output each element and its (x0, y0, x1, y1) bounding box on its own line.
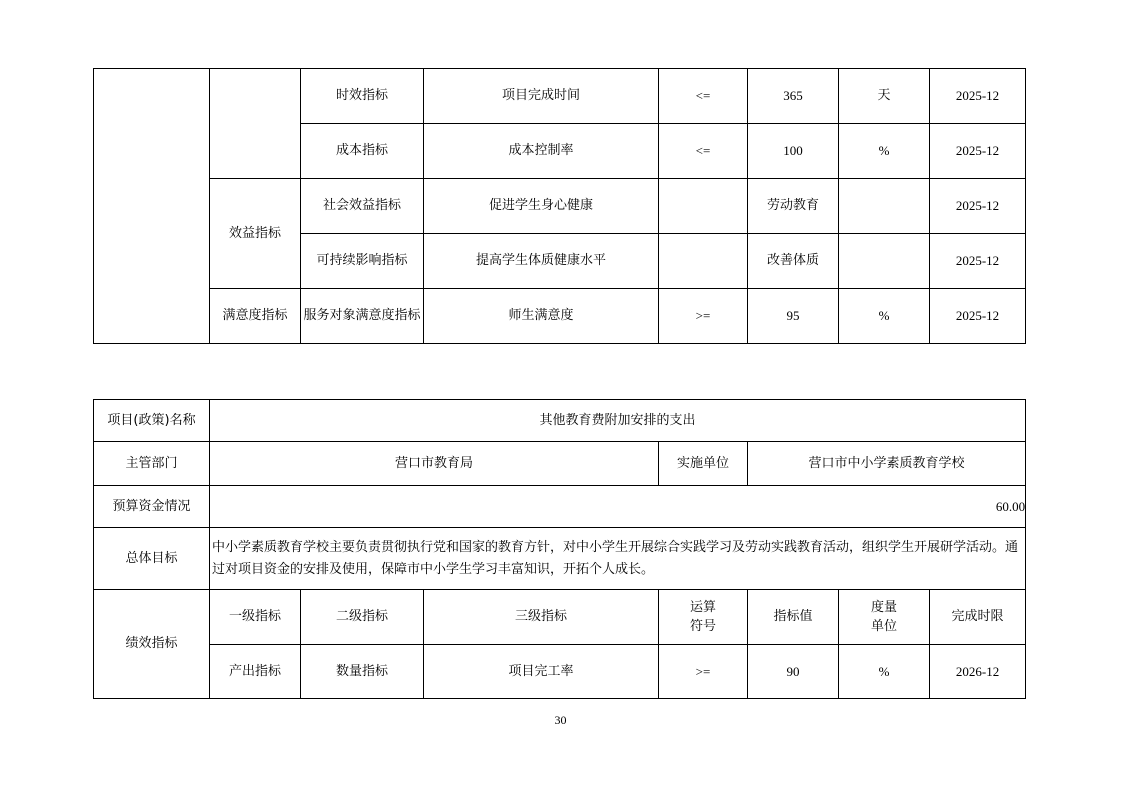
table-row (94, 486, 1026, 528)
operator-cell: <= (659, 69, 748, 124)
header-operator-line2: 符号 (689, 619, 716, 634)
deadline-cell: 2025-12 (930, 179, 1026, 234)
unit-cell: 天 (839, 69, 930, 124)
table-header-row (94, 590, 1026, 645)
level1-cell: 满意度指标 (210, 289, 301, 344)
unit-cell (839, 234, 930, 289)
table-row (94, 528, 1026, 590)
deadline-cell: 2025-12 (930, 69, 1026, 124)
unit-cell: % (839, 124, 930, 179)
level3-cell: 项目完工率 (424, 645, 659, 699)
header-unit-line2: 单位 (870, 619, 897, 634)
level3-cell: 师生满意度 (424, 289, 659, 344)
goal-label: 总体目标 (94, 528, 210, 590)
operator-cell: >= (659, 645, 748, 699)
operator-cell: <= (659, 124, 748, 179)
operator-cell (659, 179, 748, 234)
level1-cell: 效益指标 (210, 179, 301, 289)
value-cell: 改善体质 (748, 234, 839, 289)
goal-text: 中小学素质教育学校主要负责贯彻执行党和国家的教育方针，对中小学生开展综合实践学习及劳动实践教育活动，组织学生开展研学活动。通过对项目资金的安排及使用，保障市中小学生学习丰富知识，开拓个人成长。 (210, 528, 1026, 590)
level2-cell: 成本指标 (301, 124, 424, 179)
level2-cell: 时效指标 (301, 69, 424, 124)
page-number: 30 (554, 713, 567, 727)
value-cell: 365 (748, 69, 839, 124)
value-cell: 90 (748, 645, 839, 699)
level2-cell: 可持续影响指标 (301, 234, 424, 289)
value-cell: 劳动教育 (748, 179, 839, 234)
budget-value: 60.00 (210, 486, 1026, 528)
project-name: 其他教育费附加安排的支出 (210, 400, 1026, 442)
level1-cell: 产出指标 (210, 645, 301, 699)
empty-cell (94, 69, 210, 344)
deadline-cell: 2025-12 (930, 289, 1026, 344)
budget-label: 预算资金情况 (94, 486, 210, 528)
dept-label: 主管部门 (94, 442, 210, 486)
deadline-cell: 2026-12 (930, 645, 1026, 699)
value-cell: 95 (748, 289, 839, 344)
unit-cell: % (839, 645, 930, 699)
operator-cell: >= (659, 289, 748, 344)
header-value: 指标值 (748, 590, 839, 645)
header-deadline: 完成时限 (930, 590, 1026, 645)
dept-value: 营口市教育局 (210, 442, 659, 486)
impl-label: 实施单位 (659, 442, 748, 486)
deadline-cell: 2025-12 (930, 124, 1026, 179)
operator-cell (659, 234, 748, 289)
header-level3: 三级指标 (424, 590, 659, 645)
level3-cell: 提高学生体质健康水平 (424, 234, 659, 289)
project-name-label: 项目(政策)名称 (94, 400, 210, 442)
level2-cell: 数量指标 (301, 645, 424, 699)
level2-cell: 社会效益指标 (301, 179, 424, 234)
level3-cell: 成本控制率 (424, 124, 659, 179)
header-level1: 一级指标 (210, 590, 301, 645)
unit-cell: % (839, 289, 930, 344)
level2-cell: 服务对象满意度指标 (301, 289, 424, 344)
header-level2: 二级指标 (301, 590, 424, 645)
level3-cell: 项目完成时间 (424, 69, 659, 124)
table-row (94, 289, 1026, 344)
header-unit (839, 590, 930, 645)
project-performance-table (93, 399, 1026, 699)
impl-value: 营口市中小学素质教育学校 (748, 442, 1026, 486)
table-row (94, 645, 1026, 699)
perf-label: 绩效指标 (94, 590, 210, 699)
table-row (94, 179, 1026, 234)
table-row (94, 442, 1026, 486)
performance-table-continued (93, 68, 1026, 344)
deadline-cell: 2025-12 (930, 234, 1026, 289)
header-unit-line1: 度量 (870, 599, 897, 615)
empty-cell (210, 69, 301, 179)
header-operator (659, 590, 748, 645)
value-cell: 100 (748, 124, 839, 179)
table-row (94, 400, 1026, 442)
unit-cell (839, 179, 930, 234)
header-operator-line1: 运算 (689, 599, 716, 615)
level3-cell: 促进学生身心健康 (424, 179, 659, 234)
table-row (94, 69, 1026, 124)
